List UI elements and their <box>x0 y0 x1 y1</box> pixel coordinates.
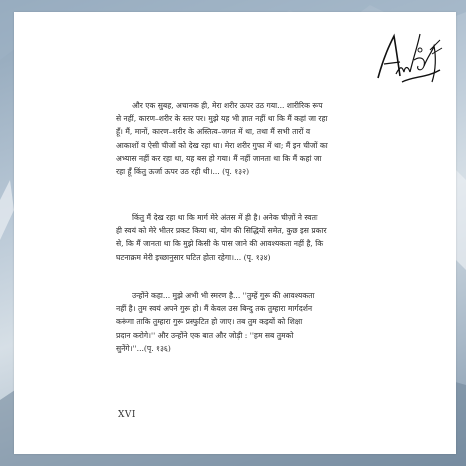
text-line: प्रदान करोगे।'' और उन्होंने एक बात और जोड़ी : ''हम सब तुमको <box>116 330 294 340</box>
text-line: रहा हूँ किंतु ऊर्जा ऊपर उठ रही थी।... (पृ. १३२) <box>116 167 250 177</box>
text-line: घटनाक्रम मेरी इच्छानुसार घटित होता रहेगा।... (पृ. १३४) <box>116 252 271 262</box>
paragraph-3 <box>116 289 364 355</box>
text-line: हूँ। मैं, मानों, कारण–शरीर के अस्तित्व–जगत में था, तथा मैं सभी तारों व <box>116 127 311 137</box>
text-line: नहीं है। तुम स्वयं अपने गुरू हो। मैं केवल उस बिन्दु तक तुम्हारा मार्गदर्शन <box>116 304 313 314</box>
text-line: से, कि मैं जानता था कि मुझे किसी के पास जाने की आवश्यकता नहीं है, कि <box>116 239 324 249</box>
text-line: अभ्यास नहीं कर रहा था, यह बस हो गया। मैं नहीं जानता था कि मैं कहां जा <box>116 153 322 163</box>
paragraph-2 <box>116 211 364 264</box>
text-line: से नहीं, कारण–शरीर के स्तर पर। मुझे यह भी ज्ञात नहीं था कि मैं कहां जा रहा <box>116 114 328 124</box>
text-line: सुनेंगे।''...(पृ. १३६) <box>116 343 171 353</box>
paragraph-1 <box>116 99 364 178</box>
amarjyoti-logo <box>374 26 446 98</box>
page-number: XVI <box>118 410 136 420</box>
text-line: और एक सुबह, अचानक ही, मेरा शरीर ऊपर उठ गया... शारीरिक रूप <box>132 101 323 110</box>
text-line: करूंगा ताकि तुम्हारा गुरू प्रस्फुटित हो जाए। तब तुम कइयों को शिक्षा <box>116 317 303 327</box>
text-line: किंतु मैं देख रहा था कि मार्ग मेरे अंतस में ही है। अनेक चीज़ों ने स्वतः <box>132 213 318 222</box>
text-line: आकाशों व ऐसी चीजों को देख रहा था। मेरा शरीर गुफा में था; मैं इन चीजों का <box>116 140 328 150</box>
text-line: ही स्वयं को मेरे भीतर प्रकट किया था, योग की सिद्धियों समेत, कुछ इस प्रकार <box>116 226 327 236</box>
text-line: उन्होंने कहा... मुझे अभी भी स्मरण है... ''तुम्हें गुरू की आवश्यकता <box>132 291 315 300</box>
